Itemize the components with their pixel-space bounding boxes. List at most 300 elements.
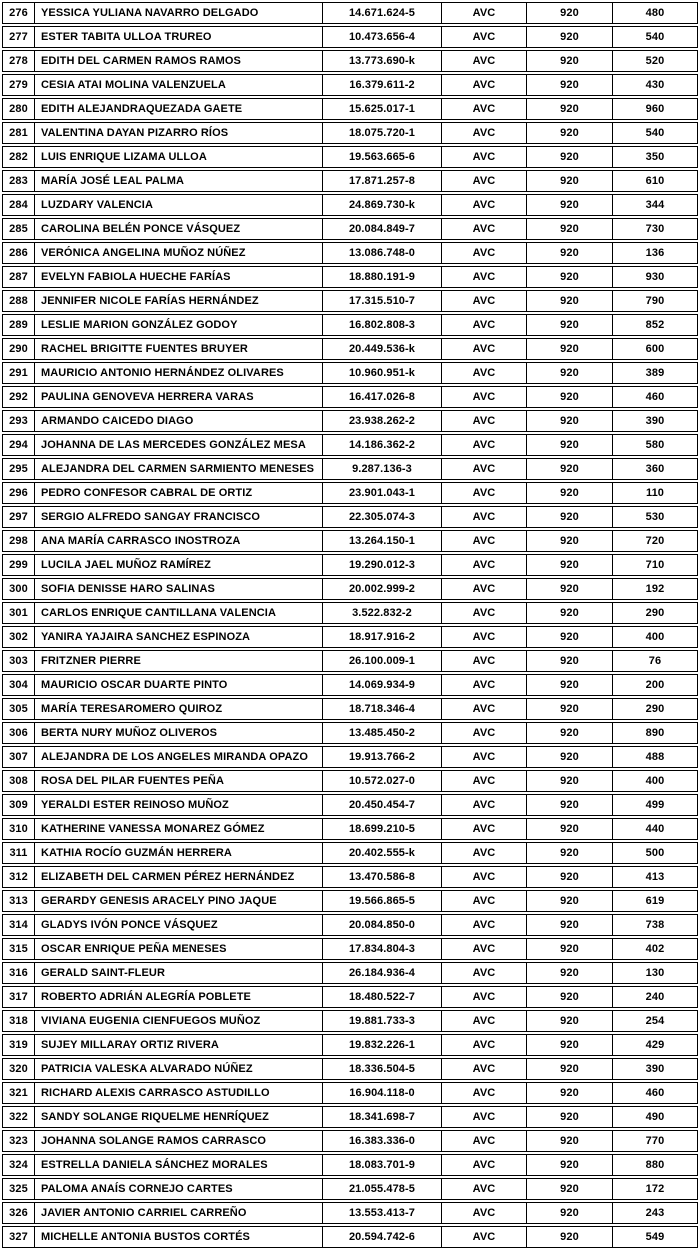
row-number-cell: 308 [9, 775, 28, 787]
code-cell: AVC [441, 555, 526, 575]
table-row [2, 578, 698, 600]
rut-cell: 18.083.701-9 [322, 1155, 441, 1175]
row-number-cell: 285 [9, 223, 28, 235]
value1-cell: 920 [526, 459, 612, 479]
name-cell: OSCAR ENRIQUE PEÑA MENESES [34, 939, 322, 959]
value1-cell: 920 [526, 507, 612, 527]
value1-cell: 920 [526, 795, 612, 815]
name-cell: LUIS ENRIQUE LIZAMA ULLOA [34, 147, 322, 167]
code-cell: AVC [441, 483, 526, 503]
code-cell: AVC [441, 243, 526, 263]
row-number-cell: 301 [9, 607, 28, 619]
code-cell: AVC [441, 3, 526, 23]
table-row [2, 1154, 698, 1176]
table-row [2, 122, 698, 144]
value1-cell: 920 [526, 651, 612, 671]
rut-cell: 18.480.522-7 [322, 987, 441, 1007]
rut-cell: 20.084.850-0 [322, 915, 441, 935]
table-body [2, 2, 698, 1248]
row-number-cell: 309 [9, 799, 28, 811]
table-row [2, 554, 698, 576]
value1-cell: 920 [526, 843, 612, 863]
row-number-cell: 278 [9, 55, 28, 67]
table-row [2, 410, 698, 432]
row-number-cell: 311 [9, 847, 28, 859]
row-number-cell: 297 [9, 511, 28, 523]
rut-cell: 19.563.665-6 [322, 147, 441, 167]
rut-cell: 18.917.916-2 [322, 627, 441, 647]
value2-cell: 549 [612, 1227, 697, 1247]
table-row [2, 386, 698, 408]
row-number-cell: 283 [9, 175, 28, 187]
value2-cell: 243 [612, 1203, 697, 1223]
table-row [2, 506, 698, 528]
table-row [2, 650, 698, 672]
name-cell: JENNIFER NICOLE FARÍAS HERNÁNDEZ [34, 291, 322, 311]
rut-cell: 13.553.413-7 [322, 1203, 441, 1223]
row-number-cell: 302 [9, 631, 28, 643]
table-row [2, 674, 698, 696]
rut-cell: 18.075.720-1 [322, 123, 441, 143]
value2-cell: 110 [612, 483, 697, 503]
value2-cell: 389 [612, 363, 697, 383]
code-cell: AVC [441, 363, 526, 383]
code-cell: AVC [441, 435, 526, 455]
code-cell: AVC [441, 1227, 526, 1247]
name-cell: PATRICIA VALESKA ALVARADO NÚÑEZ [34, 1059, 322, 1079]
code-cell: AVC [441, 1131, 526, 1151]
rut-cell: 17.834.804-3 [322, 939, 441, 959]
name-cell: EVELYN FABIOLA HUECHE FARÍAS [34, 267, 322, 287]
row-number-cell: 323 [9, 1135, 28, 1147]
table-row [2, 890, 698, 912]
table-row [2, 1034, 698, 1056]
value1-cell: 920 [526, 1203, 612, 1223]
row-number-cell: 291 [9, 367, 28, 379]
row-number-cell: 284 [9, 199, 28, 211]
table-row [2, 98, 698, 120]
name-cell: SUJEY MILLARAY ORTIZ RIVERA [34, 1035, 322, 1055]
code-cell: AVC [441, 699, 526, 719]
value1-cell: 920 [526, 771, 612, 791]
value1-cell: 920 [526, 195, 612, 215]
rut-cell: 10.960.951-k [322, 363, 441, 383]
value2-cell: 520 [612, 51, 697, 71]
name-cell: GERARDY GENESIS ARACELY PINO JAQUE [34, 891, 322, 911]
rut-cell: 16.379.611-2 [322, 75, 441, 95]
table-row [2, 770, 698, 792]
row-number-cell: 296 [9, 487, 28, 499]
name-cell: GERALD SAINT-FLEUR [34, 963, 322, 983]
value2-cell: 890 [612, 723, 697, 743]
code-cell: AVC [441, 171, 526, 191]
rut-cell: 9.287.136-3 [322, 459, 441, 479]
code-cell: AVC [441, 987, 526, 1007]
name-cell: ESTER TABITA ULLOA TRUREO [34, 27, 322, 47]
row-number-cell: 326 [9, 1207, 28, 1219]
value2-cell: 460 [612, 387, 697, 407]
value1-cell: 920 [526, 819, 612, 839]
table-row [2, 938, 698, 960]
value1-cell: 920 [526, 99, 612, 119]
value2-cell: 136 [612, 243, 697, 263]
code-cell: AVC [441, 771, 526, 791]
code-cell: AVC [441, 1011, 526, 1031]
code-cell: AVC [441, 1203, 526, 1223]
value2-cell: 500 [612, 843, 697, 863]
value1-cell: 920 [526, 987, 612, 1007]
value2-cell: 200 [612, 675, 697, 695]
code-cell: AVC [441, 123, 526, 143]
value1-cell: 920 [526, 243, 612, 263]
name-cell: MICHELLE ANTONIA BUSTOS CORTÉS [34, 1227, 322, 1247]
value2-cell: 130 [612, 963, 697, 983]
name-cell: MARÍA TERESAROMERO QUIROZ [34, 699, 322, 719]
value1-cell: 920 [526, 315, 612, 335]
row-number-cell: 292 [9, 391, 28, 403]
code-cell: AVC [441, 891, 526, 911]
row-number-cell: 277 [9, 31, 28, 43]
rut-cell: 15.625.017-1 [322, 99, 441, 119]
table-row [2, 1202, 698, 1224]
table-row [2, 338, 698, 360]
code-cell: AVC [441, 99, 526, 119]
rut-cell: 13.264.150-1 [322, 531, 441, 551]
value1-cell: 920 [526, 579, 612, 599]
table-row [2, 170, 698, 192]
table-row [2, 986, 698, 1008]
value1-cell: 920 [526, 915, 612, 935]
rut-cell: 17.315.510-7 [322, 291, 441, 311]
value2-cell: 610 [612, 171, 697, 191]
code-cell: AVC [441, 219, 526, 239]
row-number-cell: 303 [9, 655, 28, 667]
row-number-cell: 314 [9, 919, 28, 931]
row-number-cell: 307 [9, 751, 28, 763]
value1-cell: 920 [526, 27, 612, 47]
rut-cell: 21.055.478-5 [322, 1179, 441, 1199]
table-row [2, 74, 698, 96]
table-row [2, 1178, 698, 1200]
value2-cell: 430 [612, 75, 697, 95]
value1-cell: 920 [526, 939, 612, 959]
value2-cell: 930 [612, 267, 697, 287]
row-number-cell: 299 [9, 559, 28, 571]
value1-cell: 920 [526, 747, 612, 767]
rut-cell: 20.450.454-7 [322, 795, 441, 815]
row-number-cell: 279 [9, 79, 28, 91]
value1-cell: 920 [526, 123, 612, 143]
row-number-cell: 288 [9, 295, 28, 307]
value1-cell: 920 [526, 1179, 612, 1199]
value1-cell: 920 [526, 963, 612, 983]
table-row [2, 962, 698, 984]
table-row [2, 482, 698, 504]
rut-cell: 13.485.450-2 [322, 723, 441, 743]
value2-cell: 530 [612, 507, 697, 527]
code-cell: AVC [441, 531, 526, 551]
row-number-cell: 282 [9, 151, 28, 163]
value2-cell: 413 [612, 867, 697, 887]
row-number-cell: 280 [9, 103, 28, 115]
value2-cell: 240 [612, 987, 697, 1007]
code-cell: AVC [441, 267, 526, 287]
rut-cell: 19.566.865-5 [322, 891, 441, 911]
rut-cell: 16.383.336-0 [322, 1131, 441, 1151]
name-cell: EDITH DEL CARMEN RAMOS RAMOS [34, 51, 322, 71]
row-number-cell: 295 [9, 463, 28, 475]
rut-cell: 18.880.191-9 [322, 267, 441, 287]
value2-cell: 499 [612, 795, 697, 815]
name-cell: RACHEL BRIGITTE FUENTES BRUYER [34, 339, 322, 359]
value2-cell: 730 [612, 219, 697, 239]
rut-cell: 17.871.257-8 [322, 171, 441, 191]
value1-cell: 920 [526, 555, 612, 575]
name-cell: ROSA DEL PILAR FUENTES PEÑA [34, 771, 322, 791]
value1-cell: 920 [526, 51, 612, 71]
value2-cell: 600 [612, 339, 697, 359]
table-row [2, 530, 698, 552]
code-cell: AVC [441, 339, 526, 359]
code-cell: AVC [441, 507, 526, 527]
value2-cell: 344 [612, 195, 697, 215]
table-row [2, 458, 698, 480]
code-cell: AVC [441, 675, 526, 695]
value1-cell: 920 [526, 867, 612, 887]
name-cell: VIVIANA EUGENIA CIENFUEGOS MUÑOZ [34, 1011, 322, 1031]
value1-cell: 920 [526, 363, 612, 383]
name-cell: SOFIA DENISSE HARO SALINAS [34, 579, 322, 599]
rut-cell: 26.184.936-4 [322, 963, 441, 983]
code-cell: AVC [441, 603, 526, 623]
rut-cell: 19.913.766-2 [322, 747, 441, 767]
value2-cell: 350 [612, 147, 697, 167]
value2-cell: 460 [612, 1083, 697, 1103]
value2-cell: 540 [612, 27, 697, 47]
code-cell: AVC [441, 1155, 526, 1175]
name-cell: YESSICA YULIANA NAVARRO DELGADO [34, 3, 322, 23]
rut-cell: 3.522.832-2 [322, 603, 441, 623]
value2-cell: 770 [612, 1131, 697, 1151]
value1-cell: 920 [526, 603, 612, 623]
rut-cell: 13.773.690-k [322, 51, 441, 71]
value1-cell: 920 [526, 1083, 612, 1103]
name-cell: GLADYS IVÓN PONCE VÁSQUEZ [34, 915, 322, 935]
rut-cell: 18.341.698-7 [322, 1107, 441, 1127]
rut-cell: 19.881.733-3 [322, 1011, 441, 1031]
name-cell: CAROLINA BELÉN PONCE VÁSQUEZ [34, 219, 322, 239]
name-cell: ANA MARÍA CARRASCO INOSTROZA [34, 531, 322, 551]
code-cell: AVC [441, 51, 526, 71]
table-row [2, 314, 698, 336]
row-number-cell: 293 [9, 415, 28, 427]
name-cell: ALEJANDRA DEL CARMEN SARMIENTO MENESES [34, 459, 322, 479]
table-row [2, 602, 698, 624]
table-row [2, 50, 698, 72]
rut-cell: 19.832.226-1 [322, 1035, 441, 1055]
value2-cell: 619 [612, 891, 697, 911]
table-row [2, 626, 698, 648]
code-cell: AVC [441, 579, 526, 599]
value1-cell: 920 [526, 1227, 612, 1247]
name-cell: EDITH ALEJANDRAQUEZADA GAETE [34, 99, 322, 119]
value1-cell: 920 [526, 147, 612, 167]
rut-cell: 16.417.026-8 [322, 387, 441, 407]
name-cell: JOHANNA SOLANGE RAMOS CARRASCO [34, 1131, 322, 1151]
code-cell: AVC [441, 1059, 526, 1079]
value2-cell: 710 [612, 555, 697, 575]
name-cell: ARMANDO CAICEDO DIAGO [34, 411, 322, 431]
table-row [2, 746, 698, 768]
value1-cell: 920 [526, 339, 612, 359]
name-cell: LUCILA JAEL MUÑOZ RAMÍREZ [34, 555, 322, 575]
value1-cell: 920 [526, 387, 612, 407]
table-row [2, 2, 698, 24]
value1-cell: 920 [526, 1035, 612, 1055]
value1-cell: 920 [526, 1155, 612, 1175]
rut-cell: 16.802.808-3 [322, 315, 441, 335]
rut-cell: 13.086.748-0 [322, 243, 441, 263]
value1-cell: 920 [526, 675, 612, 695]
code-cell: AVC [441, 315, 526, 335]
code-cell: AVC [441, 411, 526, 431]
row-number-cell: 317 [9, 991, 28, 1003]
rut-cell: 23.901.043-1 [322, 483, 441, 503]
code-cell: AVC [441, 1179, 526, 1199]
row-number-cell: 327 [9, 1231, 28, 1243]
value1-cell: 920 [526, 699, 612, 719]
row-number-cell: 304 [9, 679, 28, 691]
table-row [2, 218, 698, 240]
code-cell: AVC [441, 387, 526, 407]
name-cell: ESTRELLA DANIELA SÁNCHEZ MORALES [34, 1155, 322, 1175]
value1-cell: 920 [526, 891, 612, 911]
name-cell: PALOMA ANAÍS CORNEJO CARTES [34, 1179, 322, 1199]
table-row [2, 362, 698, 384]
row-number-cell: 300 [9, 583, 28, 595]
code-cell: AVC [441, 939, 526, 959]
value1-cell: 920 [526, 267, 612, 287]
value2-cell: 490 [612, 1107, 697, 1127]
row-number-cell: 324 [9, 1159, 28, 1171]
rut-cell: 10.572.027-0 [322, 771, 441, 791]
rut-cell: 20.402.555-k [322, 843, 441, 863]
name-cell: PEDRO CONFESOR CABRAL DE ORTIZ [34, 483, 322, 503]
row-number-cell: 305 [9, 703, 28, 715]
table-row [2, 26, 698, 48]
name-cell: SERGIO ALFREDO SANGAY FRANCISCO [34, 507, 322, 527]
value1-cell: 920 [526, 291, 612, 311]
row-number-cell: 276 [9, 7, 28, 19]
name-cell: YERALDI ESTER REINOSO MUÑOZ [34, 795, 322, 815]
table-row [2, 1010, 698, 1032]
code-cell: AVC [441, 75, 526, 95]
table-row [2, 818, 698, 840]
row-number-cell: 289 [9, 319, 28, 331]
value1-cell: 920 [526, 483, 612, 503]
code-cell: AVC [441, 459, 526, 479]
rut-cell: 14.671.624-5 [322, 3, 441, 23]
value1-cell: 920 [526, 1011, 612, 1031]
rut-cell: 14.186.362-2 [322, 435, 441, 455]
rut-cell: 22.305.074-3 [322, 507, 441, 527]
rut-cell: 20.594.742-6 [322, 1227, 441, 1247]
table-row [2, 242, 698, 264]
name-cell: ROBERTO ADRIÁN ALEGRÍA POBLETE [34, 987, 322, 1007]
name-cell: LUZDARY VALENCIA [34, 195, 322, 215]
name-cell: LESLIE MARION GONZÁLEZ GODOY [34, 315, 322, 335]
table-row [2, 1082, 698, 1104]
value1-cell: 920 [526, 171, 612, 191]
value2-cell: 440 [612, 819, 697, 839]
value2-cell: 429 [612, 1035, 697, 1055]
code-cell: AVC [441, 915, 526, 935]
rut-cell: 13.470.586-8 [322, 867, 441, 887]
code-cell: AVC [441, 867, 526, 887]
name-cell: YANIRA YAJAIRA SANCHEZ ESPINOZA [34, 627, 322, 647]
value2-cell: 852 [612, 315, 697, 335]
row-number-cell: 315 [9, 943, 28, 955]
table-row [2, 194, 698, 216]
name-cell: CESIA ATAI MOLINA VALENZUELA [34, 75, 322, 95]
code-cell: AVC [441, 27, 526, 47]
value2-cell: 960 [612, 99, 697, 119]
value1-cell: 920 [526, 1131, 612, 1151]
row-number-cell: 310 [9, 823, 28, 835]
value1-cell: 920 [526, 75, 612, 95]
row-number-cell: 312 [9, 871, 28, 883]
rut-cell: 23.938.262-2 [322, 411, 441, 431]
value2-cell: 720 [612, 531, 697, 551]
rut-cell: 18.336.504-5 [322, 1059, 441, 1079]
value2-cell: 390 [612, 1059, 697, 1079]
value1-cell: 920 [526, 1107, 612, 1127]
row-number-cell: 298 [9, 535, 28, 547]
table-row [2, 290, 698, 312]
value1-cell: 920 [526, 219, 612, 239]
name-cell: VERÓNICA ANGELINA MUÑOZ NÚÑEZ [34, 243, 322, 263]
table-row [2, 842, 698, 864]
row-number-cell: 316 [9, 967, 28, 979]
name-cell: MARÍA JOSÉ LEAL PALMA [34, 171, 322, 191]
code-cell: AVC [441, 1107, 526, 1127]
code-cell: AVC [441, 627, 526, 647]
code-cell: AVC [441, 1083, 526, 1103]
name-cell: PAULINA GENOVEVA HERRERA VARAS [34, 387, 322, 407]
value2-cell: 254 [612, 1011, 697, 1031]
name-cell: VALENTINA DAYAN PIZARRO RÍOS [34, 123, 322, 143]
table-row [2, 698, 698, 720]
row-number-cell: 313 [9, 895, 28, 907]
table-row [2, 794, 698, 816]
value2-cell: 738 [612, 915, 697, 935]
row-number-cell: 325 [9, 1183, 28, 1195]
code-cell: AVC [441, 963, 526, 983]
row-number-cell: 281 [9, 127, 28, 139]
row-number-cell: 318 [9, 1015, 28, 1027]
name-cell: KATHIA ROCÍO GUZMÁN HERRERA [34, 843, 322, 863]
name-cell: KATHERINE VANESSA MONAREZ GÓMEZ [34, 819, 322, 839]
code-cell: AVC [441, 819, 526, 839]
name-cell: SANDY SOLANGE RIQUELME HENRÍQUEZ [34, 1107, 322, 1127]
code-cell: AVC [441, 1035, 526, 1055]
table-row [2, 722, 698, 744]
name-cell: MAURICIO ANTONIO HERNÁNDEZ OLIVARES [34, 363, 322, 383]
row-number-cell: 319 [9, 1039, 28, 1051]
name-cell: JAVIER ANTONIO CARRIEL CARREÑO [34, 1203, 322, 1223]
name-cell: JOHANNA DE LAS MERCEDES GONZÁLEZ MESA [34, 435, 322, 455]
table-row [2, 266, 698, 288]
